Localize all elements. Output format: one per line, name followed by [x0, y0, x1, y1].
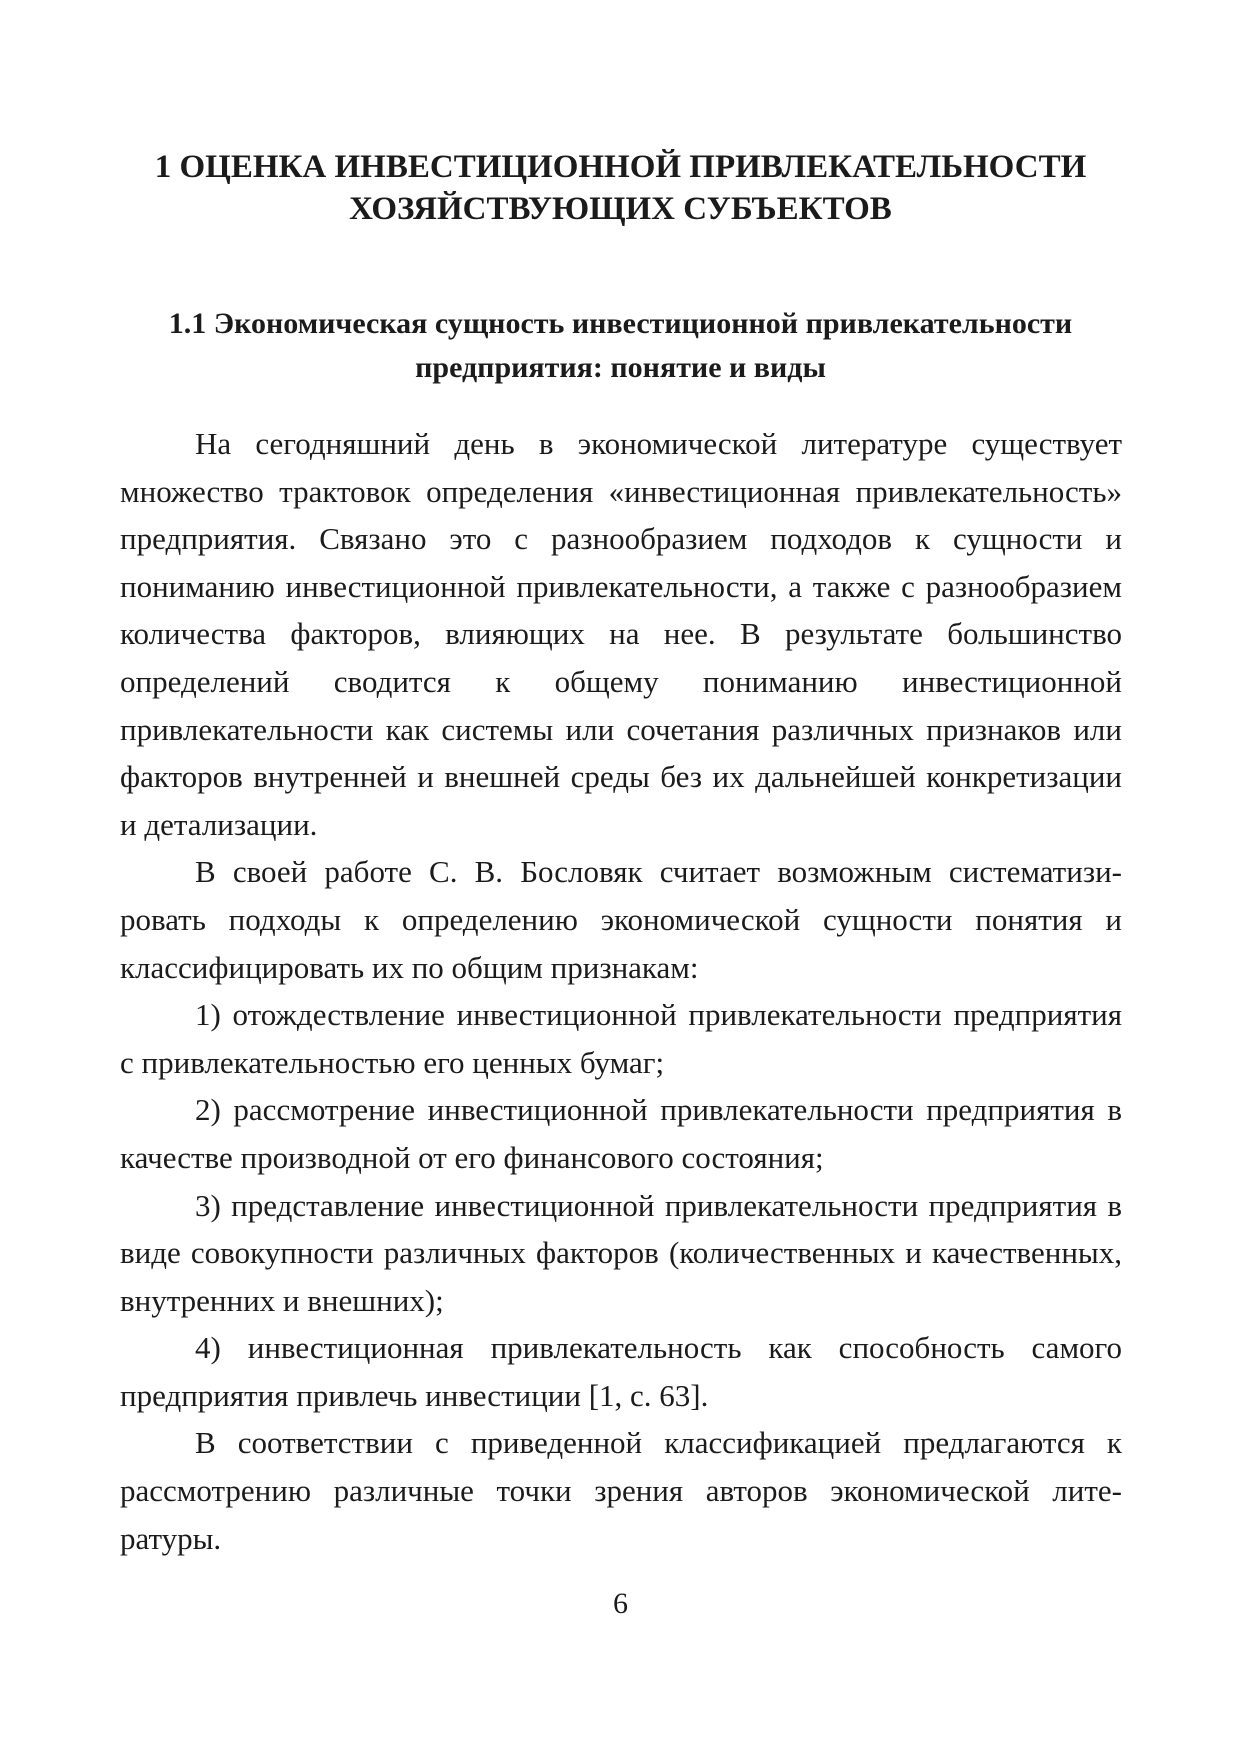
paragraph-boslovyak: В своей работе С. В. Бословяк считает возможным систематизировать подходы к определению экономической сущности понятия и классифицировать их по общим признакам: — [120, 854, 1122, 985]
list-item-3: 3) представление инвестиционной привлекательности предприятия в виде совокупности различных факторов (количественных и качественных, внутренних и внешних); — [120, 1187, 1122, 1318]
list-item-4: 4) инвестиционная привлекательность как способность самого предприятия привлечь инвестиции [1, с. 63]. — [120, 1330, 1122, 1413]
section-title-line-2: предприятия: понятие и виды — [415, 351, 826, 384]
page-number: 6 — [613, 1587, 628, 1620]
chapter-title — [100, 146, 1141, 230]
body-text — [120, 420, 1122, 1562]
section-title-line-1: 1.1 Экономическая сущность инвестиционной привлекательности — [168, 307, 1073, 340]
list-item-2: 2) рассмотрение инвестиционной привлекательности предприятия в качестве производной от его финансового состояния; — [120, 1092, 1122, 1175]
paragraph-intro: На сегодняшний день в экономической литературе существует множество трактовок определения «инвестиционная привлекательность» предприятия. Связано это с разнообразием подходов к сущности и пониманию инвестиционной привлекательности, а также с разнообразием количества факторов, влияющих на нее. В результате большинство определений сводится к общему пониманию инвестиционной привлекательности как системы или сочетания различных признаков или факторов внутренней и внешней среды без их дальнейшей конкретизации и детализации. — [120, 426, 1122, 842]
paragraph-conclusion: В соответствии с приведенной классификацией предлагаются к рассмотрению различные точки зрения авторов экономической литературы. — [120, 1425, 1122, 1556]
list-item-1: 1) отождествление инвестиционной привлекательности предприятия с привлекательностью его ценных бумаг; — [120, 997, 1122, 1080]
section-title — [110, 302, 1131, 390]
chapter-title-line-1: 1 ОЦЕНКА ИНВЕСТИЦИОННОЙ ПРИВЛЕКАТЕЛЬНОСТИ — [154, 149, 1087, 185]
chapter-title-line-2: ХОЗЯЙСТВУЮЩИХ СУБЪЕКТОВ — [349, 191, 892, 227]
